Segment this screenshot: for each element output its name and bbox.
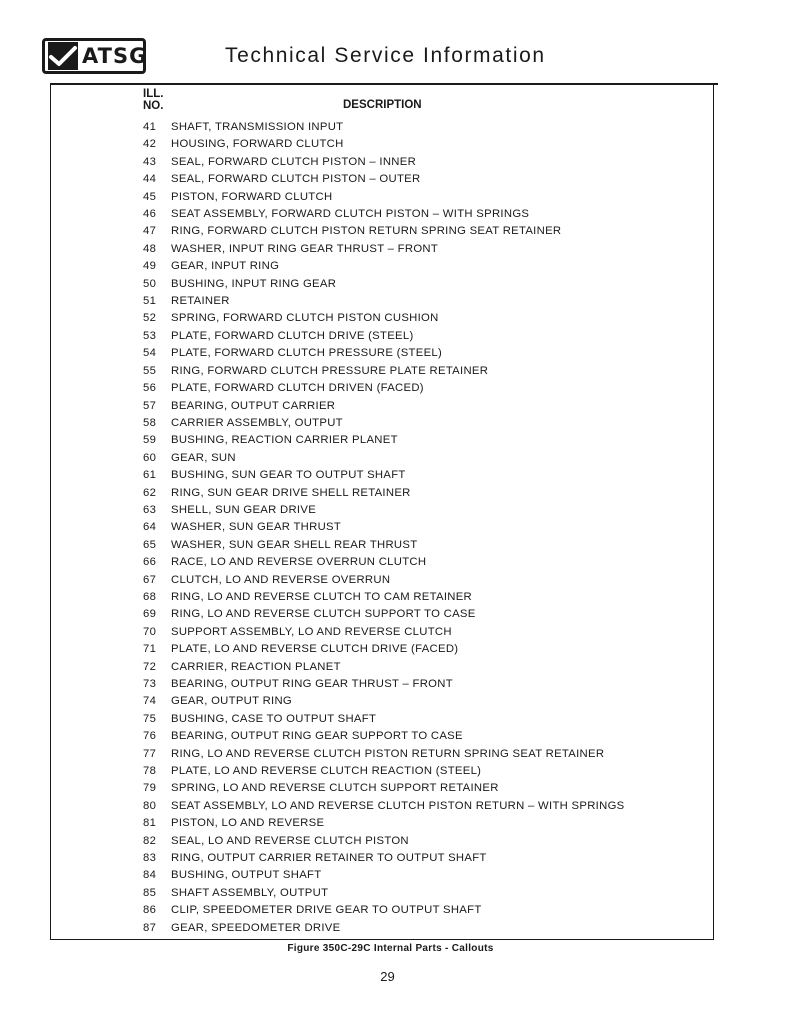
table-row (0, 154, 791, 171)
table-row (0, 519, 791, 536)
ill-number: 70 (143, 625, 157, 638)
ill-number: 68 (143, 590, 157, 603)
figure-caption-text: Figure 350C-29C Internal Parts - Callouts (287, 943, 494, 954)
part-description: WASHER, INPUT RING GEAR THRUST – FRONT (171, 242, 439, 255)
table-row (0, 276, 791, 293)
part-description: CARRIER, REACTION PLANET (171, 660, 341, 673)
part-description: PLATE, FORWARD CLUTCH DRIVE (STEEL) (171, 329, 414, 342)
ill-number: 53 (143, 329, 157, 342)
part-description: CLIP, SPEEDOMETER DRIVE GEAR TO OUTPUT SHAFT (171, 904, 482, 917)
table-row (0, 537, 791, 554)
table-row (0, 467, 791, 484)
table-row (0, 189, 791, 206)
table-row (0, 206, 791, 223)
ill-number: 43 (143, 155, 157, 168)
ill-number: 61 (143, 469, 157, 482)
ill-number: 49 (143, 260, 157, 273)
part-description: RING, LO AND REVERSE CLUTCH PISTON RETURN SPRING SEAT RETAINER (171, 747, 605, 760)
ill-number: 48 (143, 242, 157, 255)
table-row (0, 171, 791, 188)
part-description: HOUSING, FORWARD CLUTCH (171, 138, 344, 151)
part-description: SEAL, LO AND REVERSE CLUTCH PISTON (171, 834, 409, 847)
table-row (0, 363, 791, 380)
table-row (0, 415, 791, 432)
table-row (0, 867, 791, 884)
column-header-description: DESCRIPTION (343, 99, 422, 111)
table-row (0, 606, 791, 623)
part-description: SEAL, FORWARD CLUTCH PISTON – INNER (171, 155, 417, 168)
ill-number: 77 (143, 747, 157, 760)
column-header-number: ILL. NO. (143, 88, 164, 112)
part-description: SEAT ASSEMBLY, LO AND REVERSE CLUTCH PISTON RETURN – WITH SPRINGS (171, 799, 625, 812)
ill-number: 65 (143, 538, 157, 551)
ill-number: 73 (143, 678, 157, 690)
table-row (0, 920, 791, 937)
ill-number: 58 (143, 416, 157, 429)
table-row (0, 136, 791, 153)
part-description: PLATE, FORWARD CLUTCH DRIVEN (FACED) (171, 382, 424, 395)
ill-number: 63 (143, 503, 157, 516)
table-row (0, 119, 791, 136)
ill-number: 83 (143, 852, 157, 865)
checkmark-icon (48, 42, 78, 70)
ill-number: 46 (143, 208, 157, 221)
part-description: CARRIER ASSEMBLY, OUTPUT (171, 416, 343, 429)
ill-number: 57 (143, 399, 157, 412)
ill-number: 80 (143, 799, 157, 812)
page-title: Technical Service Information (225, 44, 546, 67)
table-row (0, 728, 791, 745)
part-description: BUSHING, CASE TO OUTPUT SHAFT (171, 712, 377, 725)
part-description: GEAR, SPEEDOMETER DRIVE (171, 921, 341, 934)
table-row (0, 850, 791, 867)
table-row (0, 328, 791, 345)
ill-number: 79 (143, 782, 157, 795)
part-description: BUSHING, INPUT RING GEAR (171, 277, 337, 290)
table-row (0, 693, 791, 710)
ill-number: 71 (143, 643, 157, 656)
table-row (0, 624, 791, 641)
ill-number: 75 (143, 712, 157, 725)
ill-number: 72 (143, 660, 157, 673)
part-description: RING, LO AND REVERSE CLUTCH TO CAM RETAINER (171, 590, 473, 603)
part-description: PISTON, LO AND REVERSE (171, 817, 325, 830)
table-row (0, 641, 791, 658)
part-description: SPRING, LO AND REVERSE CLUTCH SUPPORT RETAINER (171, 782, 499, 795)
part-description: RING, OUTPUT CARRIER RETAINER TO OUTPUT SHAFT (171, 852, 487, 865)
ill-number: 62 (143, 486, 157, 499)
ill-number: 45 (143, 190, 157, 203)
ill-number: 47 (143, 225, 157, 238)
part-description: BEARING, OUTPUT CARRIER (171, 399, 336, 412)
part-description: RING, FORWARD CLUTCH PISTON RETURN SPRING SEAT RETAINER (171, 225, 562, 238)
part-description: GEAR, INPUT RING (171, 260, 280, 273)
ill-number: 69 (143, 608, 157, 621)
table-row (0, 885, 791, 902)
table-row (0, 833, 791, 850)
ill-number: 64 (143, 521, 157, 534)
table-row (0, 485, 791, 502)
part-description: PLATE, FORWARD CLUTCH PRESSURE (STEEL) (171, 347, 443, 360)
ill-number: 67 (143, 573, 157, 586)
part-description: PLATE, LO AND REVERSE CLUTCH REACTION (STEEL) (171, 765, 482, 778)
ill-number: 52 (143, 312, 157, 325)
table-row (0, 241, 791, 258)
part-description: SHAFT, TRANSMISSION INPUT (171, 121, 344, 133)
part-description: SPRING, FORWARD CLUTCH PISTON CUSHION (171, 312, 439, 325)
part-description: BEARING, OUTPUT RING GEAR THRUST – FRONT (171, 678, 453, 690)
table-row (0, 780, 791, 797)
table-row (0, 659, 791, 676)
ill-number: 87 (143, 921, 157, 934)
ill-number: 59 (143, 434, 157, 447)
ill-number: 74 (143, 695, 157, 708)
part-description: SUPPORT ASSEMBLY, LO AND REVERSE CLUTCH (171, 625, 452, 638)
table-row (0, 589, 791, 606)
table-row (0, 223, 791, 240)
parts-list (0, 119, 791, 937)
table-row (0, 432, 791, 449)
table-row (0, 310, 791, 327)
part-description: SHAFT ASSEMBLY, OUTPUT (171, 886, 329, 899)
logo-text: ATSG (82, 44, 148, 68)
part-description: GEAR, SUN (171, 451, 236, 464)
ill-number: 42 (143, 138, 157, 151)
table-row (0, 902, 791, 919)
part-description: PLATE, LO AND REVERSE CLUTCH DRIVE (FACED) (171, 643, 459, 656)
part-description: CLUTCH, LO AND REVERSE OVERRUN (171, 573, 391, 586)
page-number (0, 969, 791, 984)
ill-number: 41 (143, 121, 157, 133)
part-description: SHELL, SUN GEAR DRIVE (171, 503, 317, 516)
table-row (0, 572, 791, 589)
ill-number: 84 (143, 869, 157, 882)
figure-caption (0, 943, 791, 954)
ill-number: 78 (143, 765, 157, 778)
table-row (0, 746, 791, 763)
ill-number: 76 (143, 730, 157, 743)
ill-number: 85 (143, 886, 157, 899)
part-description: GEAR, OUTPUT RING (171, 695, 293, 708)
ill-number: 82 (143, 834, 157, 847)
table-row (0, 258, 791, 275)
ill-number: 50 (143, 277, 157, 290)
table-row (0, 815, 791, 832)
part-description: WASHER, SUN GEAR SHELL REAR THRUST (171, 538, 418, 551)
ill-number: 44 (143, 173, 157, 186)
part-description: BUSHING, REACTION CARRIER PLANET (171, 434, 398, 447)
part-description: SEAL, FORWARD CLUTCH PISTON – OUTER (171, 173, 421, 186)
table-row (0, 676, 791, 693)
part-description: RING, SUN GEAR DRIVE SHELL RETAINER (171, 486, 411, 499)
part-description: BEARING, OUTPUT RING GEAR SUPPORT TO CASE (171, 730, 463, 743)
ill-number: 51 (143, 295, 157, 308)
table-row (0, 398, 791, 415)
ill-number: 81 (143, 817, 157, 830)
ill-number: 55 (143, 364, 157, 377)
table-row (0, 450, 791, 467)
part-description: RETAINER (171, 295, 230, 308)
table-row (0, 554, 791, 571)
table-row (0, 380, 791, 397)
ill-number: 86 (143, 904, 157, 917)
table-row (0, 293, 791, 310)
part-description: RING, FORWARD CLUTCH PRESSURE PLATE RETAINER (171, 364, 489, 377)
part-description: BUSHING, OUTPUT SHAFT (171, 869, 322, 882)
ill-number: 56 (143, 382, 157, 395)
ill-number: 60 (143, 451, 157, 464)
table-row (0, 763, 791, 780)
part-description: PISTON, FORWARD CLUTCH (171, 190, 333, 203)
part-description: RACE, LO AND REVERSE OVERRUN CLUTCH (171, 556, 427, 569)
table-row (0, 711, 791, 728)
ill-number: 66 (143, 556, 157, 569)
ill-number: 54 (143, 347, 157, 360)
part-description: RING, LO AND REVERSE CLUTCH SUPPORT TO CASE (171, 608, 476, 621)
table-row (0, 798, 791, 815)
part-description: WASHER, SUN GEAR THRUST (171, 521, 342, 534)
table-row (0, 502, 791, 519)
table-row (0, 345, 791, 362)
page-number-text: 29 (380, 969, 395, 984)
part-description: BUSHING, SUN GEAR TO OUTPUT SHAFT (171, 469, 406, 482)
part-description: SEAT ASSEMBLY, FORWARD CLUTCH PISTON – WITH SPRINGS (171, 208, 530, 221)
atsg-logo (42, 38, 146, 74)
